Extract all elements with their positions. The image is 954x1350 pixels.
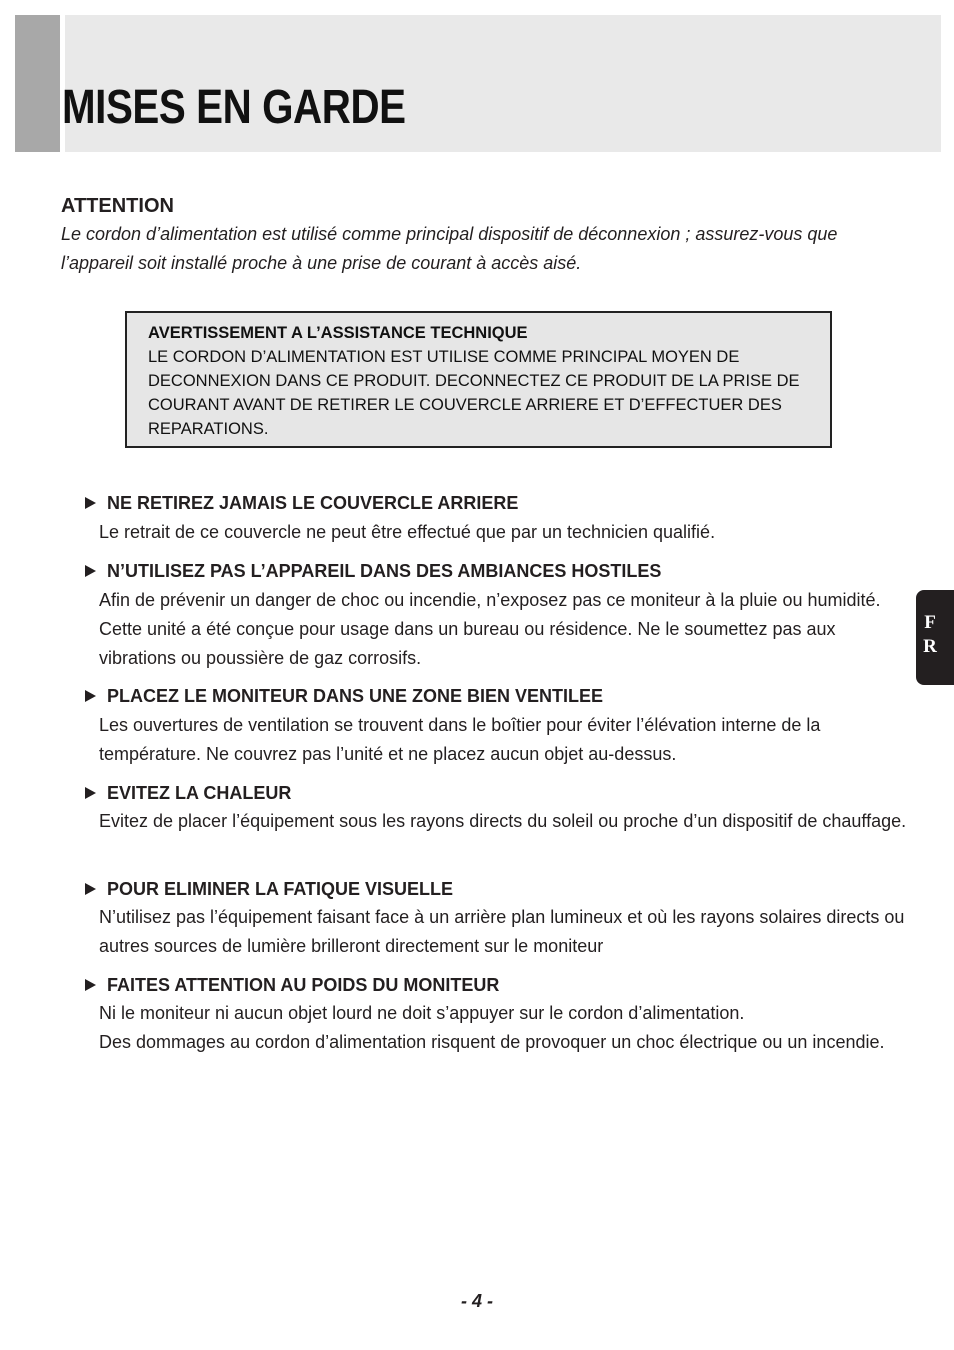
section-heading-ventilation xyxy=(85,684,603,708)
attention-text: Le cordon d’alimentation est utilisé comme principal dispositif de déconnexion ; assurez-vous que l’appareil soit installé proche à une prise de courant à accès aisé. xyxy=(61,224,838,273)
technical-assistance-warning-box xyxy=(125,311,832,448)
attention-title: ATTENTION xyxy=(61,195,174,217)
section-heading-text: NE RETIREZ JAMAIS LE COUVERCLE ARRIERE xyxy=(107,493,519,513)
section-heading-hostile-environments xyxy=(85,559,661,583)
triangle-bullet-icon xyxy=(85,565,96,577)
section-body-rear-cover: Le retrait de ce couvercle ne peut être effectué que par un technicien qualifié. xyxy=(99,522,716,542)
section-body-monitor-weight-line-1: Ni le moniteur ni aucun objet lourd ne doit s’appuyer sur le cordon d’alimentation. xyxy=(99,1003,745,1023)
triangle-bullet-icon xyxy=(85,787,96,799)
section-heading-eye-fatigue xyxy=(85,877,453,901)
page-number: - 4 - xyxy=(460,1291,493,1311)
warning-text: LE CORDON D’ALIMENTATION EST UTILISE COMME PRINCIPAL MOYEN DE DECONNEXION DANS CE PRODUIT. DECONNECTEZ CE PRODUIT DE LA PRISE DE COURANT AVANT DE RETIRER LE COUVERCLE ARRIERE ET D’EFFECTUER DES REPARATIONS. xyxy=(148,348,800,438)
page-title: MISES EN GARDE xyxy=(62,81,406,134)
section-heading-heat xyxy=(85,781,291,805)
section-body-eye-fatigue: N’utilisez pas l’équipement faisant face à un arrière plan lumineux et où les rayons solaires directs ou autres sources de lumière brilleront directement sur le moniteur xyxy=(99,907,905,956)
triangle-bullet-icon xyxy=(85,497,96,509)
section-heading-text: FAITES ATTENTION AU POIDS DU MONITEUR xyxy=(107,975,500,995)
triangle-bullet-icon xyxy=(85,690,96,702)
header-accent-bar xyxy=(15,15,60,152)
triangle-bullet-icon xyxy=(85,979,96,991)
section-heading-text: EVITEZ LA CHALEUR xyxy=(107,783,292,803)
language-tab-fr xyxy=(916,590,954,685)
language-tab-letter: F xyxy=(924,612,936,633)
section-body-ventilation: Les ouvertures de ventilation se trouvent dans le boîtier pour éviter l’élévation interne de la température. Ne couvrez pas l’unité et ne placez aucun objet au-dessus. xyxy=(99,715,821,764)
warning-title: AVERTISSEMENT A L’ASSISTANCE TECHNIQUE xyxy=(148,324,528,342)
section-body-hostile-environments: Afin de prévenir un danger de choc ou incendie, n’exposez pas ce moniteur à la pluie ou humidité. Cette unité a été conçue pour usage dans un bureau ou résidence. Ne le soumettez pas aux vibrations ou poussière de gaz corrosifs. xyxy=(99,590,881,668)
section-body-monitor-weight-line-2: Des dommages au cordon d’alimentation risquent de provoquer un choc électrique ou un incendie. xyxy=(99,1032,885,1052)
language-tab-letter: R xyxy=(923,636,937,657)
section-heading-text: N’UTILISEZ PAS L’APPAREIL DANS DES AMBIANCES HOSTILES xyxy=(107,561,662,581)
section-body-heat: Evitez de placer l’équipement sous les rayons directs du soleil ou proche d’un dispositif de chauffage. xyxy=(99,811,907,831)
section-heading-monitor-weight xyxy=(85,973,499,997)
triangle-bullet-icon xyxy=(85,883,96,895)
section-heading-rear-cover xyxy=(85,491,518,515)
section-heading-text: POUR ELIMINER LA FATIQUE VISUELLE xyxy=(107,879,454,899)
section-heading-text: PLACEZ LE MONITEUR DANS UNE ZONE BIEN VENTILEE xyxy=(107,686,604,706)
